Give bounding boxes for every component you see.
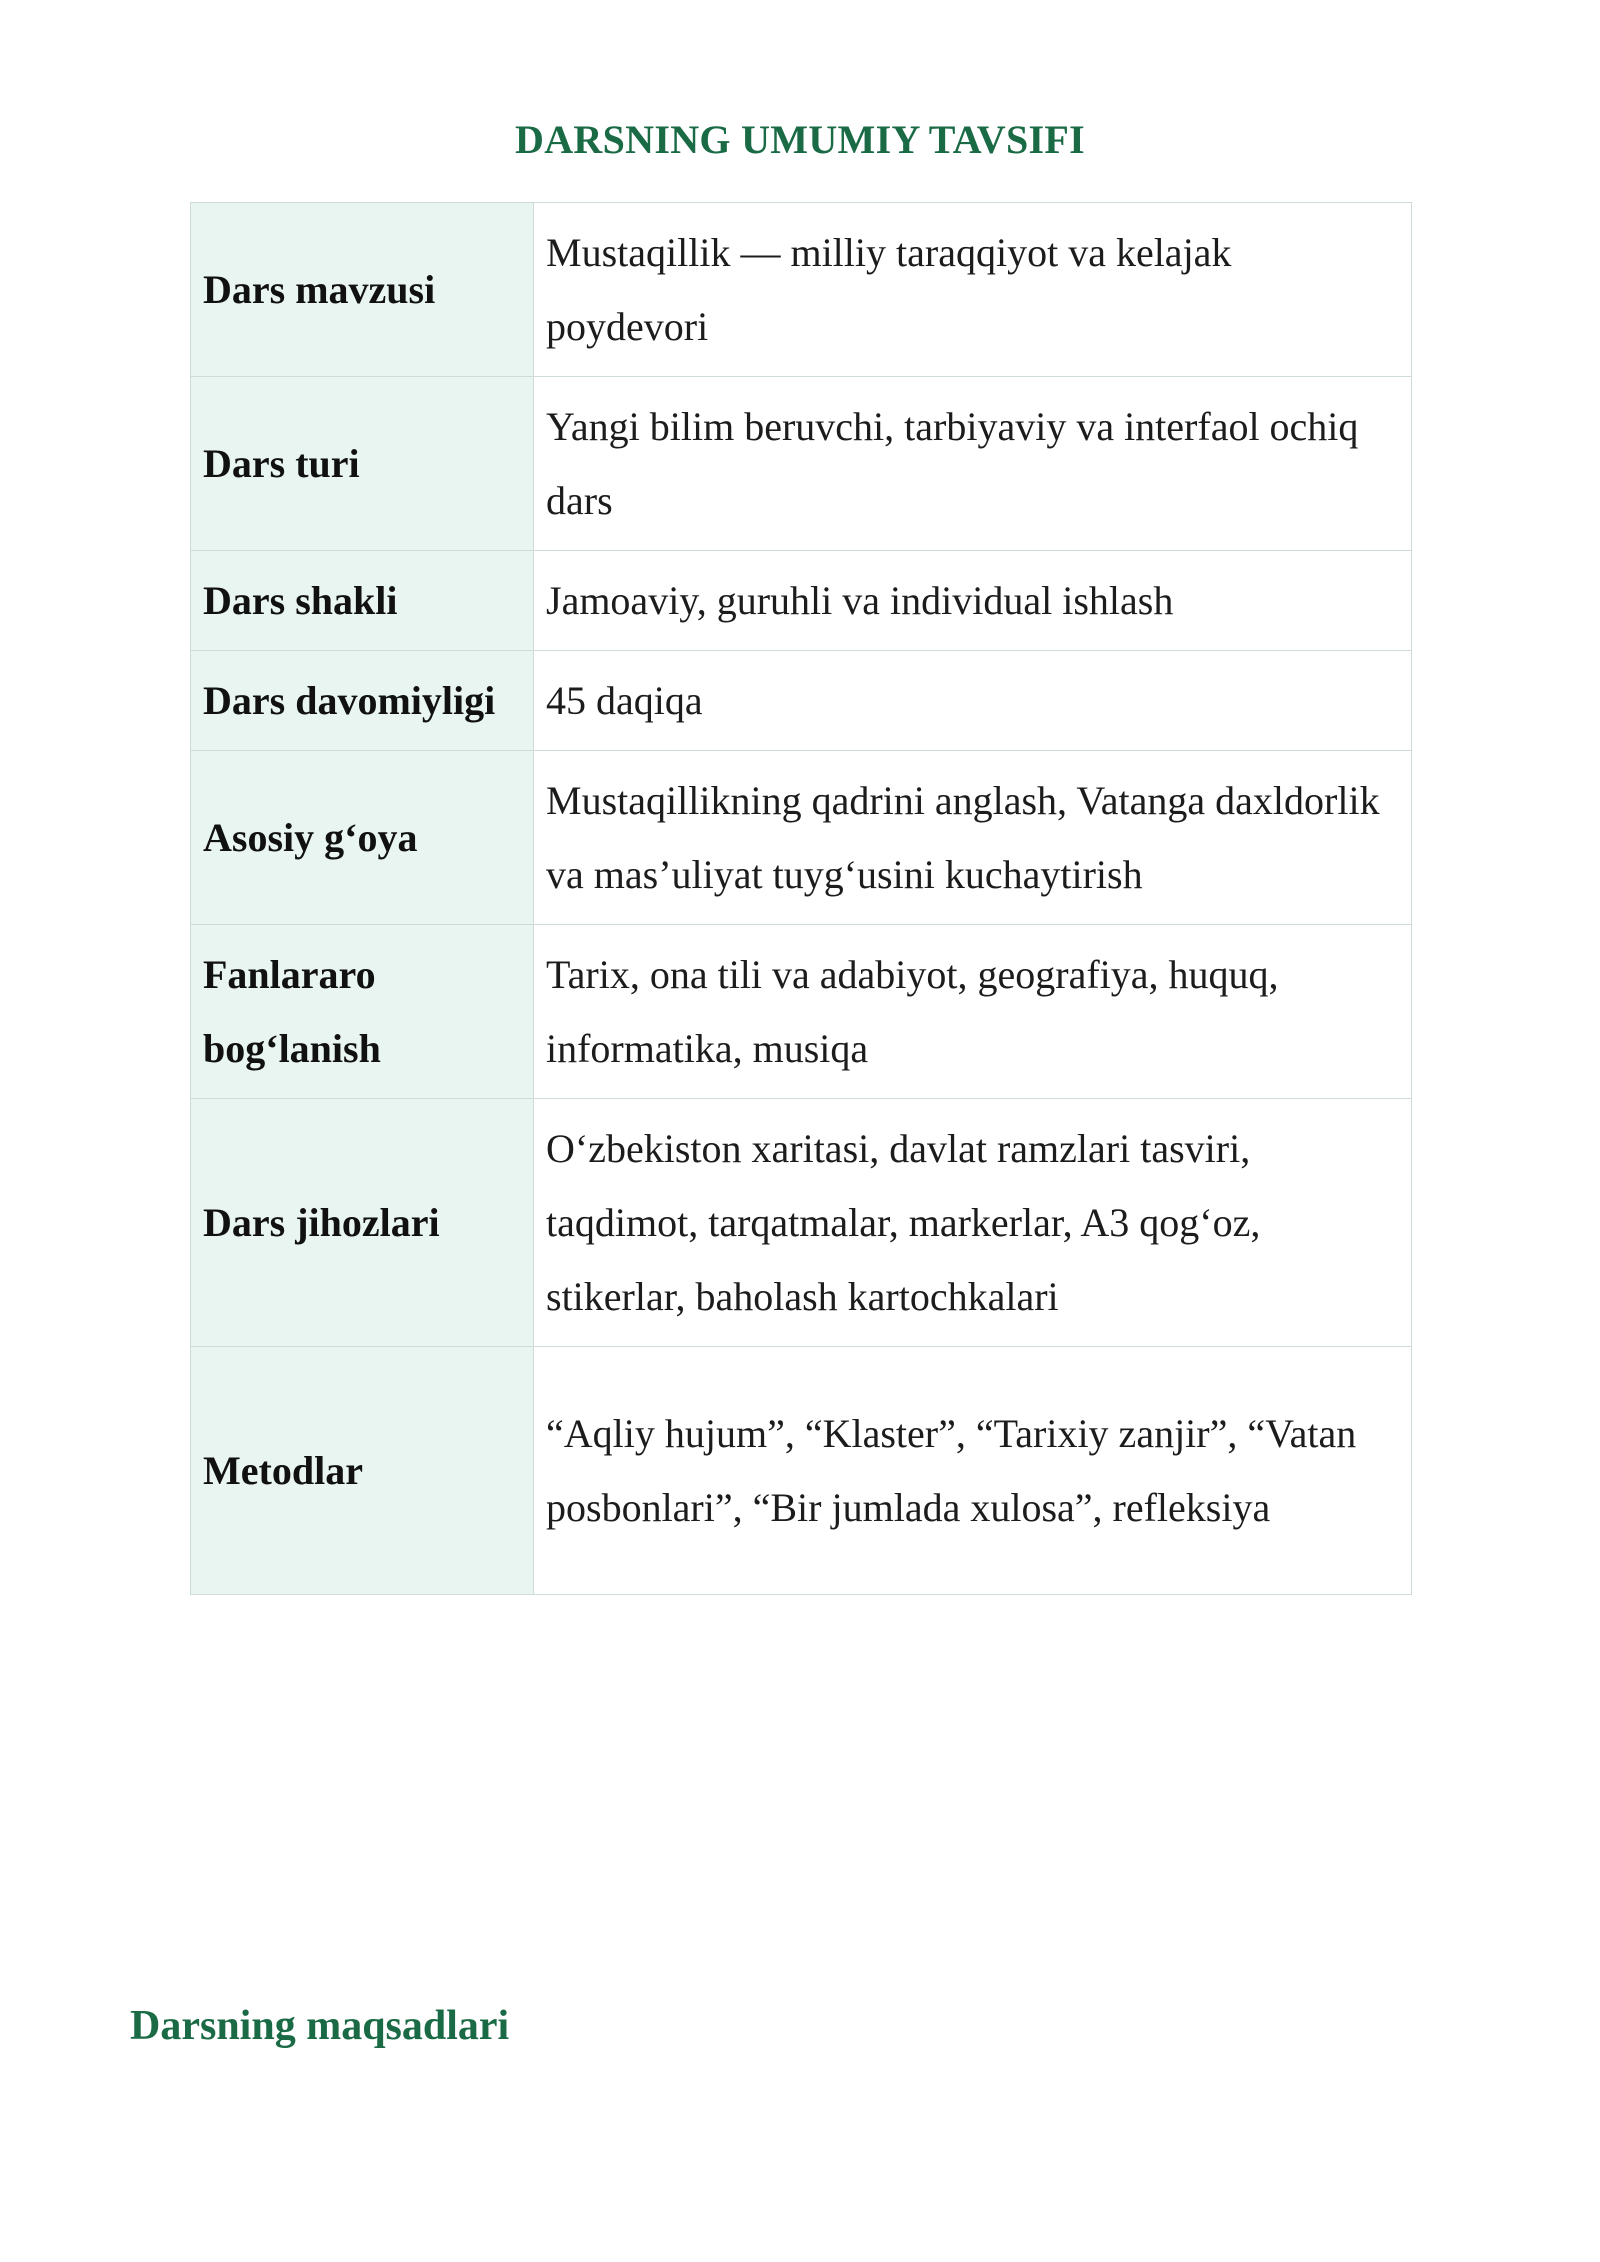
row-value: Mustaqillikning qadrini anglash, Vatanga daxldorlik va mas’uliyat tuyg‘usini kuchaytirish xyxy=(534,751,1412,925)
row-value: Mustaqillik — milliy taraqqiyot va kelajak poydevori xyxy=(534,203,1412,377)
table-row-main-idea xyxy=(191,751,1412,925)
page-title: DARSNING UMUMIY TAVSIFI xyxy=(515,117,1085,162)
row-value: “Aqliy hujum”, “Klaster”, “Tarixiy zanjir”, “Vatan posbonlari”, “Bir jumlada xulosa”, refleksiya xyxy=(534,1347,1412,1595)
table-row-duration xyxy=(191,651,1412,751)
row-value: Tarix, ona tili va adabiyot, geografiya, huquq, informatika, musiqa xyxy=(534,925,1412,1099)
table-row-topic xyxy=(191,203,1412,377)
row-value: Yangi bilim beruvchi, tarbiyaviy va interfaol ochiq dars xyxy=(534,377,1412,551)
row-value: 45 daqiqa xyxy=(534,651,1412,751)
row-label: Dars mavzusi xyxy=(191,203,534,377)
lesson-overview-table xyxy=(190,202,1412,1595)
row-label: Metodlar xyxy=(191,1347,534,1595)
row-label: Dars turi xyxy=(191,377,534,551)
section-heading-goals: Darsning maqsadlari xyxy=(130,2003,510,2049)
row-label: Dars shakli xyxy=(191,551,534,651)
row-label: Dars jihozlari xyxy=(191,1099,534,1347)
row-label: Dars davomiyligi xyxy=(191,651,534,751)
table-row-interdisciplinary xyxy=(191,925,1412,1099)
table-row-type xyxy=(191,377,1412,551)
table-row-equipment xyxy=(191,1099,1412,1347)
row-value: Jamoaviy, guruhli va individual ishlash xyxy=(534,551,1412,651)
row-label: Fanlararo bog‘lanish xyxy=(191,925,534,1099)
row-label: Asosiy g‘oya xyxy=(191,751,534,925)
row-value: O‘zbekiston xaritasi, davlat ramzlari tasviri, taqdimot, tarqatmalar, markerlar, A3 qog‘oz, stikerlar, baholash kartochkalari xyxy=(534,1099,1412,1347)
table-row-methods xyxy=(191,1347,1412,1595)
table-row-form xyxy=(191,551,1412,651)
